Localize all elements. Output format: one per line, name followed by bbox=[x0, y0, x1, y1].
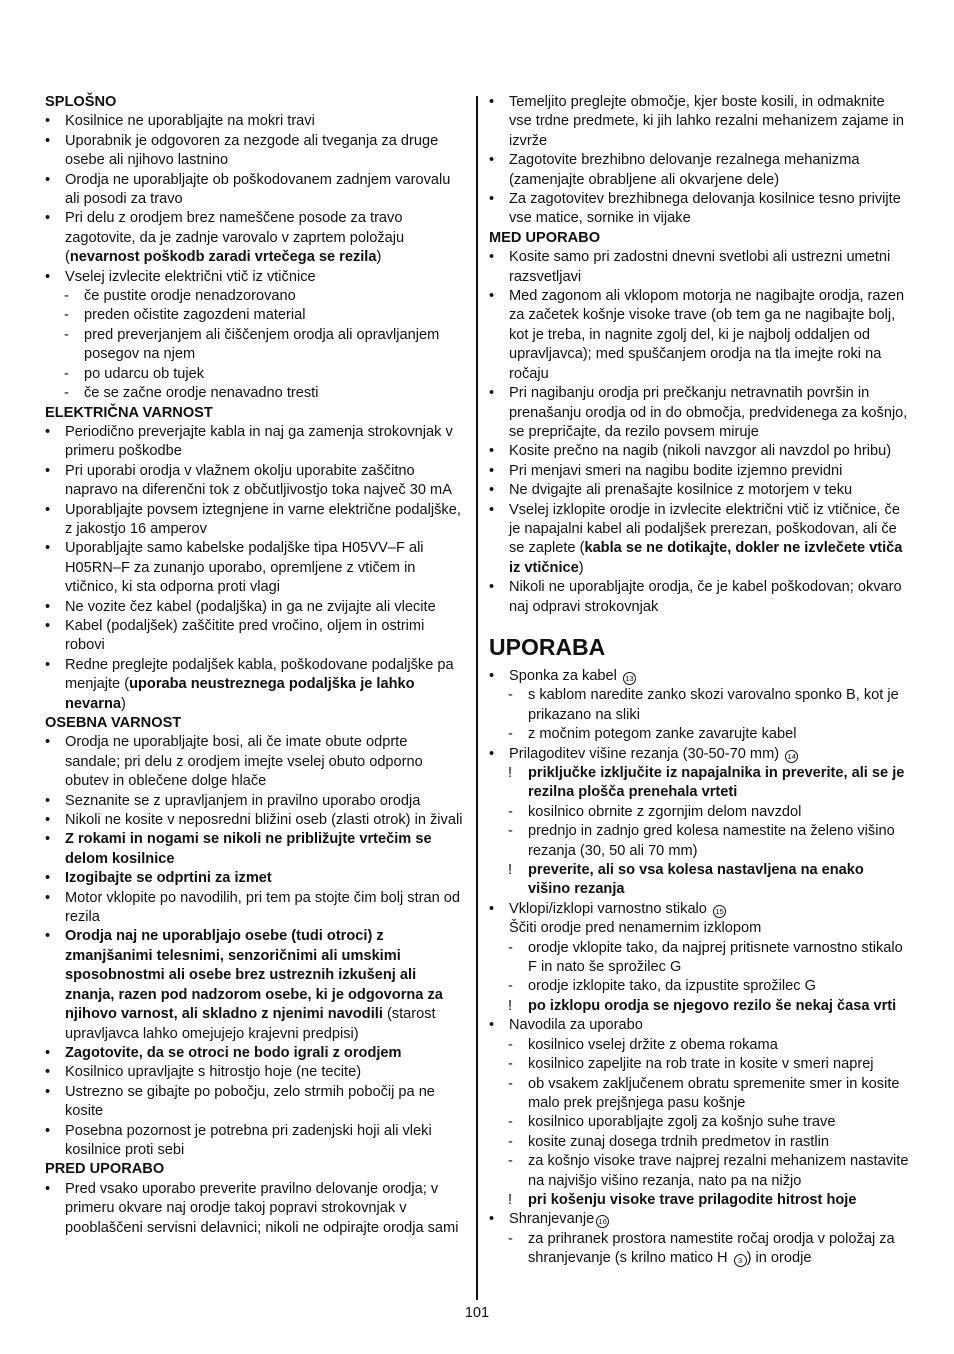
text-run: Shranjevanje bbox=[509, 1211, 595, 1228]
bullet-mark: • bbox=[45, 210, 51, 227]
dash-mark: - bbox=[508, 823, 513, 840]
item-text bbox=[508, 1075, 909, 1114]
text-run: Kabel (podaljšek) zaščitite pred vročino, oljem in ostrimi robovi bbox=[65, 617, 425, 654]
item-text bbox=[45, 1044, 465, 1063]
text-run: orodje vklopite tako, da najprej pritisnete varnostno stikalo F in nato še sprožilec G bbox=[528, 939, 903, 976]
bullet-mark: • bbox=[45, 540, 51, 557]
item-text bbox=[45, 268, 465, 287]
section-heading bbox=[45, 404, 465, 423]
text-run: orodje izklopite tako, da izpustite sprožilec G bbox=[528, 978, 816, 995]
text-run: za prihranek prostora namestite ročaj orodja v položaj za shranjevanje (s krilno matico H bbox=[528, 1230, 895, 1267]
item-text bbox=[45, 1063, 465, 1082]
item-text bbox=[45, 209, 465, 267]
item-text bbox=[45, 733, 465, 791]
bullet-item bbox=[45, 171, 465, 210]
text-run: kosilnico uporabljajte zgolj za košnjo suhe trave bbox=[528, 1114, 836, 1131]
item-text bbox=[489, 248, 909, 287]
bullet-mark: • bbox=[45, 1064, 51, 1081]
item-text bbox=[45, 811, 465, 830]
bullet-mark: • bbox=[45, 171, 51, 188]
bullet-mark: • bbox=[489, 579, 495, 596]
item-text bbox=[45, 501, 465, 540]
bullet-mark: • bbox=[45, 423, 51, 440]
bullet-mark: • bbox=[489, 443, 495, 460]
bullet-item bbox=[45, 209, 465, 267]
text-run: (starost upravljavca lahko omejujejo krajevni predpisi) bbox=[65, 1006, 436, 1042]
dash-subitem bbox=[64, 326, 465, 365]
bullet-item bbox=[45, 1044, 465, 1063]
dash-subitem bbox=[508, 1152, 909, 1191]
item-text bbox=[489, 1016, 909, 1035]
item-text bbox=[489, 151, 909, 190]
section-heading bbox=[489, 229, 909, 248]
text-run: Pri delu z orodjem brez nameščene posode za travo zagotovite, da je zadnje varovalo v zaprtem položaju ( bbox=[65, 210, 405, 266]
text-run: SPLOŠNO bbox=[45, 94, 117, 110]
item-text bbox=[45, 927, 465, 1043]
item-text bbox=[45, 869, 465, 888]
text-run: Pri nagibanju orodja pri prečkanju netravnatih površin in prenašanju orodja od in do območja, predvidenega za košnjo, se prepričajte, da rezilo povsem miruje bbox=[509, 385, 908, 440]
bullet-item bbox=[489, 481, 909, 500]
item-text bbox=[489, 229, 909, 248]
dash-subitem bbox=[508, 977, 909, 996]
text-run: Prilagoditev višine rezanja (30-50-70 mm) bbox=[509, 745, 784, 762]
text-run: MED UPORABO bbox=[489, 229, 601, 246]
bullet-item bbox=[45, 792, 465, 811]
main-heading bbox=[489, 633, 909, 661]
text-run: kosilnico vselej držite z obema rokama bbox=[528, 1036, 778, 1053]
dash-mark: - bbox=[508, 687, 513, 704]
item-text bbox=[45, 656, 465, 714]
item-text bbox=[508, 1230, 909, 1269]
dash-mark: - bbox=[64, 365, 69, 382]
dash-mark: - bbox=[508, 1133, 513, 1150]
text-run: kosilnico zapeljite na rob trate in kosite v smeri naprej bbox=[528, 1056, 874, 1073]
bullet-mark: • bbox=[489, 1017, 495, 1034]
bullet-mark: • bbox=[489, 249, 495, 266]
bullet-mark: • bbox=[45, 1180, 51, 1197]
text-run: preverite, ali so vsa kolesa nastavljena na enako višino rezanja bbox=[528, 862, 864, 898]
text-run: Pred vsako uporabo preverite pravilno delovanje orodja; v primeru okvare naj orodje takoj popravi strokovnjak v pooblaščeni servisni delavnici; nikoli ne odpirajte orodja sami bbox=[65, 1180, 459, 1236]
text-run: Ne vozite čez kabel (podaljška) in ga ne zvijajte ali vlecite bbox=[65, 598, 436, 615]
item-text bbox=[64, 326, 465, 365]
bullet-mark: • bbox=[45, 598, 51, 615]
text-run: Pri menjavi smeri na nagibu bodite izjemno previdni bbox=[509, 462, 843, 479]
bold-run: kabla se ne dotikajte, dokler ne izvlečete vtiča iz vtičnice bbox=[509, 540, 903, 576]
text-run: ) bbox=[120, 695, 126, 712]
text-run: Ščiti orodje pred nenamernim izklopom bbox=[509, 920, 762, 937]
bold-run: nevarnost poškodb zaradi vrtečega se rezila bbox=[69, 249, 377, 266]
item-text bbox=[508, 725, 909, 744]
text-run: ) bbox=[376, 249, 382, 266]
text-run: po udarcu ob tujek bbox=[84, 365, 205, 382]
text-run: Vklopi/izklopi varnostno stikalo bbox=[509, 900, 711, 917]
item-text bbox=[508, 1133, 909, 1152]
item-text bbox=[489, 190, 909, 229]
bullet-mark: • bbox=[45, 812, 51, 829]
left-column bbox=[45, 93, 465, 1238]
bullet-mark: • bbox=[45, 792, 51, 809]
bullet-mark: • bbox=[489, 501, 495, 518]
item-text bbox=[489, 287, 909, 384]
bullet-item bbox=[489, 248, 909, 287]
page-number: 101 bbox=[464, 1305, 490, 1321]
item-text bbox=[64, 365, 465, 384]
bold-run: uporaba neustreznega podaljška je lahko nevarna bbox=[65, 676, 415, 712]
bullet-item bbox=[489, 745, 909, 764]
dash-subitem bbox=[508, 1055, 909, 1074]
bullet-item bbox=[45, 1083, 465, 1122]
bullet-item bbox=[45, 462, 465, 501]
text-run: pri košenju visoke trave prilagodite hitrost hoje bbox=[528, 1191, 857, 1208]
warning-mark: ! bbox=[508, 862, 513, 879]
dash-subitem bbox=[508, 1113, 909, 1132]
item-text bbox=[45, 1180, 465, 1238]
bullet-mark: • bbox=[45, 889, 51, 906]
item-text bbox=[45, 462, 465, 501]
bullet-item bbox=[489, 384, 909, 442]
warning-item bbox=[508, 861, 909, 900]
item-text bbox=[45, 171, 465, 210]
text-run: Pri uporabi orodja v vlažnem okolju uporabite zaščitno napravo na diferenčni tok z občutljivostjo toka največ 30 mA bbox=[65, 462, 452, 499]
item-text bbox=[489, 93, 909, 151]
text-run: Izogibajte se odprtini za izmet bbox=[65, 870, 272, 887]
dash-subitem bbox=[508, 1075, 909, 1114]
item-text bbox=[508, 764, 909, 803]
dash-mark: - bbox=[64, 307, 69, 324]
bullet-item bbox=[489, 462, 909, 481]
dash-subitem bbox=[508, 939, 909, 978]
bullet-item bbox=[45, 501, 465, 540]
bullet-item bbox=[45, 889, 465, 928]
text-run: Z rokami in nogami se nikoli ne približujte vrtečim se delom kosilnice bbox=[65, 831, 432, 867]
item-text bbox=[45, 132, 465, 171]
text-run: Med zagonom ali vklopom motorja ne nagibajte orodja, razen za začetek košnje visoke trave (ob tem ga ne nagibajte bolj, kot je treba, in nagnite zgolj del, ki je najbolj oddaljen od upravljavca); med spuščanjem orodja na tla imejte roki na ročaju bbox=[509, 288, 905, 382]
bullet-item bbox=[489, 442, 909, 461]
dash-mark: - bbox=[64, 385, 69, 402]
item-text bbox=[45, 598, 465, 617]
item-text bbox=[45, 617, 465, 656]
dash-mark: - bbox=[508, 726, 513, 743]
item-text bbox=[489, 384, 909, 442]
bullet-item bbox=[45, 617, 465, 656]
figure-ref-number: 15 bbox=[713, 905, 726, 918]
item-text bbox=[489, 633, 909, 661]
text-run: Redne preglejte podaljšek kabla, poškodovane podaljške pa menjajte ( bbox=[65, 656, 454, 693]
dash-subitem bbox=[64, 287, 465, 306]
dash-mark: - bbox=[508, 803, 513, 820]
item-text bbox=[508, 997, 909, 1016]
text-run: Orodja ne uporabljajte bosi, ali če imate obute odprte sandale; pri delu z orodjem imejte vselej obuto odporno obutev in oblečene dolge hlače bbox=[65, 734, 423, 790]
text-run: ELEKTRIČNA VARNOST bbox=[45, 404, 213, 421]
item-text bbox=[45, 792, 465, 811]
item-text bbox=[489, 745, 909, 764]
text-run: Vselej izvlecite električni vtič iz vtičnice bbox=[65, 268, 316, 285]
text-run: po izklopu orodja se njegovo rezilo še nekaj časa vrti bbox=[528, 997, 897, 1014]
warning-item bbox=[508, 1191, 909, 1210]
bullet-item bbox=[45, 869, 465, 888]
dash-subitem bbox=[508, 1036, 909, 1055]
bullet-item bbox=[489, 667, 909, 686]
dash-mark: - bbox=[508, 1036, 513, 1053]
bullet-item bbox=[45, 811, 465, 830]
section-heading bbox=[45, 93, 465, 112]
bullet-mark: • bbox=[45, 1122, 51, 1139]
item-text bbox=[45, 1122, 465, 1161]
text-run: z močnim potegom zanke zavarujte kabel bbox=[528, 726, 797, 743]
text-run: ob vsakem zaključenem obratu spremenite smer in kosite malo prek prejšnjega pasu košnje bbox=[528, 1075, 900, 1111]
text-run: Orodja ne uporabljajte ob poškodovanem zadnjem varovalu ali posodi za travo bbox=[65, 171, 451, 208]
bullet-mark: • bbox=[45, 928, 51, 945]
item-text bbox=[489, 481, 909, 500]
text-run: Kosite samo pri zadostni dnevni svetlobi ali ustrezni umetni razsvetljavi bbox=[509, 249, 891, 285]
text-run: pred preverjanjem ali čiščenjem orodja ali opravljanjem posegov na njem bbox=[84, 326, 440, 363]
item-text bbox=[489, 442, 909, 461]
text-run: če se začne orodje nenavadno tresti bbox=[84, 385, 319, 402]
text-run: Za zagotovitev brezhibnega delovanja kosilnice tesno privijte vse matice, sornike in vijake bbox=[509, 191, 901, 227]
section-heading bbox=[45, 1160, 465, 1179]
item-text bbox=[508, 939, 909, 978]
bullet-mark: • bbox=[45, 268, 51, 285]
bullet-item bbox=[45, 830, 465, 869]
text-run: Ustrezno se gibajte po pobočju, zelo strmih pobočij pa ne kosite bbox=[65, 1083, 435, 1120]
bullet-mark: • bbox=[45, 501, 51, 518]
item-text bbox=[489, 501, 909, 579]
bullet-item bbox=[45, 268, 465, 287]
section-heading bbox=[45, 714, 465, 733]
text-run: kosite zunaj dosega trdnih predmetov in rastlin bbox=[528, 1133, 829, 1150]
dash-subitem bbox=[508, 1230, 909, 1269]
text-run: Uporabljajte samo kabelske podaljške tipa H05VV–F ali H05RN–F za zunanjo uporabo, opremljene z vtičem in vtičnico, ki sta odporna proti vlagi bbox=[65, 540, 424, 596]
plain-item bbox=[489, 919, 909, 938]
item-text bbox=[64, 384, 465, 403]
bullet-mark: • bbox=[45, 462, 51, 479]
bullet-item bbox=[489, 900, 909, 919]
bullet-item bbox=[45, 423, 465, 462]
bullet-item bbox=[45, 927, 465, 1043]
text-run: Navodila za uporabo bbox=[509, 1017, 643, 1034]
text-run: s kablom naredite zanko skozi varovalno sponko B, kot je prikazano na sliki bbox=[528, 687, 899, 723]
item-text bbox=[64, 287, 465, 306]
bullet-item bbox=[45, 656, 465, 714]
item-text bbox=[45, 889, 465, 928]
bullet-mark: • bbox=[489, 385, 495, 402]
figure-ref-number: 14 bbox=[785, 750, 798, 763]
dash-subitem bbox=[64, 306, 465, 325]
item-text bbox=[489, 667, 909, 686]
dash-mark: - bbox=[508, 1056, 513, 1073]
bullet-mark: • bbox=[45, 132, 51, 149]
text-run: Motor vklopite po navodilih, pri tem pa stojte čim bolj stran od rezila bbox=[65, 889, 461, 926]
bullet-mark: • bbox=[489, 900, 495, 917]
item-text bbox=[508, 1191, 909, 1210]
bullet-item bbox=[489, 501, 909, 579]
bullet-mark: • bbox=[45, 870, 51, 887]
bullet-item bbox=[489, 190, 909, 229]
bullet-item bbox=[489, 287, 909, 384]
figure-ref-number: 13 bbox=[623, 672, 636, 685]
item-text bbox=[45, 423, 465, 462]
bullet-item bbox=[45, 132, 465, 171]
column-divider bbox=[476, 96, 478, 1300]
item-text bbox=[64, 306, 465, 325]
item-text bbox=[508, 977, 909, 996]
item-text bbox=[489, 919, 909, 938]
item-text bbox=[508, 1036, 909, 1055]
bullet-item bbox=[45, 112, 465, 131]
item-text bbox=[45, 714, 465, 733]
item-text bbox=[508, 861, 909, 900]
item-text bbox=[489, 578, 909, 617]
bullet-mark: • bbox=[489, 152, 495, 169]
bullet-mark: • bbox=[489, 462, 495, 479]
warning-mark: ! bbox=[508, 765, 513, 781]
item-text bbox=[508, 803, 909, 822]
text-run: Uporabljajte povsem iztegnjene in varne električne podaljške, z jakostjo 16 amperov bbox=[65, 501, 461, 537]
item-text bbox=[45, 93, 465, 112]
dash-mark: - bbox=[64, 326, 69, 343]
item-text bbox=[508, 1055, 909, 1074]
dash-subitem bbox=[508, 686, 909, 725]
text-run: Zagotovite brezhibno delovanje rezalnega mehanizma (zamenjajte obrabljene ali okvarjene dele) bbox=[509, 152, 860, 188]
bullet-mark: • bbox=[45, 734, 51, 751]
item-text bbox=[508, 822, 909, 861]
bullet-mark: • bbox=[489, 1211, 495, 1228]
text-run: Kosite prečno na nagib (nikoli navzgor ali navzdol po hribu) bbox=[509, 443, 892, 460]
warning-mark: ! bbox=[508, 1191, 513, 1208]
figure-ref-number: 16 bbox=[596, 1215, 609, 1228]
dash-mark: - bbox=[64, 288, 69, 305]
bullet-item bbox=[45, 733, 465, 791]
item-text bbox=[45, 539, 465, 597]
bullet-mark: • bbox=[489, 191, 495, 208]
text-run: če pustite orodje nenadzorovano bbox=[84, 288, 296, 305]
bullet-item bbox=[45, 539, 465, 597]
item-text bbox=[489, 1210, 909, 1229]
text-run: prednjo in zadnjo gred kolesa namestite na želeno višino rezanja (30, 50 ali 70 mm) bbox=[528, 823, 895, 859]
text-run: Kosilnico upravljajte s hitrostjo hoje (ne tecite) bbox=[65, 1064, 362, 1081]
bullet-item bbox=[489, 151, 909, 190]
dash-mark: - bbox=[508, 1230, 513, 1247]
bullet-mark: • bbox=[489, 288, 495, 305]
text-run: Zagotovite, da se otroci ne bodo igrali z orodjem bbox=[65, 1044, 402, 1061]
dash-subitem bbox=[508, 725, 909, 744]
text-run: preden očistite zagozdeni material bbox=[84, 307, 306, 324]
item-text bbox=[489, 900, 909, 919]
text-run: UPORABA bbox=[489, 633, 606, 660]
dash-mark: - bbox=[508, 1075, 513, 1092]
text-run: ) in orodje bbox=[746, 1250, 812, 1267]
bullet-item bbox=[489, 93, 909, 151]
text-run: priključke izključite iz napajalnika in preverite, ali se je rezilna plošča prenehala vrteti bbox=[528, 765, 905, 801]
text-run: Nikoli ne uporabljajte orodja, če je kabel poškodovan; okvaro naj odpravi strokovnjak bbox=[509, 579, 902, 615]
dash-mark: - bbox=[508, 978, 513, 995]
dash-subitem bbox=[508, 822, 909, 861]
bullet-mark: • bbox=[489, 667, 495, 684]
item-text bbox=[45, 1160, 465, 1179]
bullet-mark: • bbox=[45, 831, 51, 848]
bold-run: Orodja naj ne uporabljajo osebe (tudi otroci) z zmanjšanimi telesnimi, senzoričnimi ali umskimi sposobnostmi ali osebe brez ustreznih izkušenj ali znanja, razen pod nadzorom osebe, ki je odgovorna za njihovo varnost, ali skladno z njenimi navodili bbox=[65, 928, 443, 1023]
text-run: Periodično preverjajte kabla in naj ga zamenja strokovnjak v primeru poškodbe bbox=[65, 423, 453, 460]
bullet-mark: • bbox=[45, 1044, 51, 1061]
bullet-mark: • bbox=[489, 745, 495, 762]
item-text bbox=[45, 830, 465, 869]
bullet-item bbox=[45, 1122, 465, 1161]
bullet-mark: • bbox=[45, 656, 51, 673]
bullet-mark: • bbox=[45, 113, 51, 130]
text-run: za košnjo visoke trave najprej rezalni mehanizem nastavite na najvišjo višino rezanja, nato pa na nižjo bbox=[528, 1153, 909, 1189]
text-run: Temeljito preglejte območje, kjer boste kosili, in odmaknite vse trdne predmete, ki jih lahko rezalni mehanizem zajame in izvrže bbox=[509, 94, 905, 149]
text-run: ) bbox=[578, 559, 584, 576]
text-run: Ne dvigajte ali prenašajte kosilnice z motorjem v teku bbox=[509, 482, 853, 499]
item-text bbox=[45, 1083, 465, 1122]
item-text bbox=[508, 1113, 909, 1132]
dash-subitem bbox=[64, 365, 465, 384]
bullet-mark: • bbox=[489, 482, 495, 499]
text-run: kosilnico obrnite z zgornjim delom navzdol bbox=[528, 803, 802, 820]
text-run: Nikoli ne kosite v neposredni bližini oseb (zlasti otrok) in živali bbox=[65, 812, 463, 829]
dash-mark: - bbox=[508, 939, 513, 956]
dash-subitem bbox=[64, 384, 465, 403]
figure-ref-number: 3 bbox=[734, 1254, 747, 1267]
warning-mark: ! bbox=[508, 997, 513, 1014]
text-run: PRED UPORABO bbox=[45, 1161, 165, 1178]
text-run: Uporabnik je odgovoren za nezgode ali tveganja za druge osebe ali njihovo lastnino bbox=[65, 132, 439, 169]
text-run: OSEBNA VARNOST bbox=[45, 715, 182, 731]
text-run: Seznanite se z upravljanjem in pravilno uporabo orodja bbox=[65, 792, 421, 809]
text-run: Sponka za kabel bbox=[509, 667, 621, 684]
dash-subitem bbox=[508, 1133, 909, 1152]
text-run: Posebna pozornost je potrebna pri zadenjski hoji ali vleki kosilnice proti sebi bbox=[65, 1122, 432, 1158]
item-text bbox=[508, 1152, 909, 1191]
right-column bbox=[489, 93, 909, 1269]
item-text bbox=[45, 112, 465, 131]
dash-subitem bbox=[508, 803, 909, 822]
warning-item bbox=[508, 997, 909, 1016]
text-run: Kosilnice ne uporabljajte na mokri travi bbox=[65, 113, 315, 130]
dash-mark: - bbox=[508, 1114, 513, 1131]
item-text bbox=[508, 686, 909, 725]
bullet-item bbox=[45, 598, 465, 617]
item-text bbox=[45, 404, 465, 423]
bullet-item bbox=[489, 578, 909, 617]
bullet-item bbox=[45, 1180, 465, 1238]
bullet-mark: • bbox=[45, 617, 51, 634]
bullet-mark: • bbox=[45, 1083, 51, 1100]
bullet-item bbox=[45, 1063, 465, 1082]
bullet-item bbox=[489, 1016, 909, 1035]
bullet-mark: • bbox=[489, 94, 495, 110]
warning-item bbox=[508, 764, 909, 803]
item-text bbox=[489, 462, 909, 481]
dash-mark: - bbox=[508, 1153, 513, 1170]
text-run: Vselej izklopite orodje in izvlecite električni vtič iz vtičnice, če je napajalni kabel ali podaljšek prerezan, poškodovan, ali če se zaplete ( bbox=[509, 501, 900, 557]
bullet-item bbox=[489, 1210, 909, 1229]
